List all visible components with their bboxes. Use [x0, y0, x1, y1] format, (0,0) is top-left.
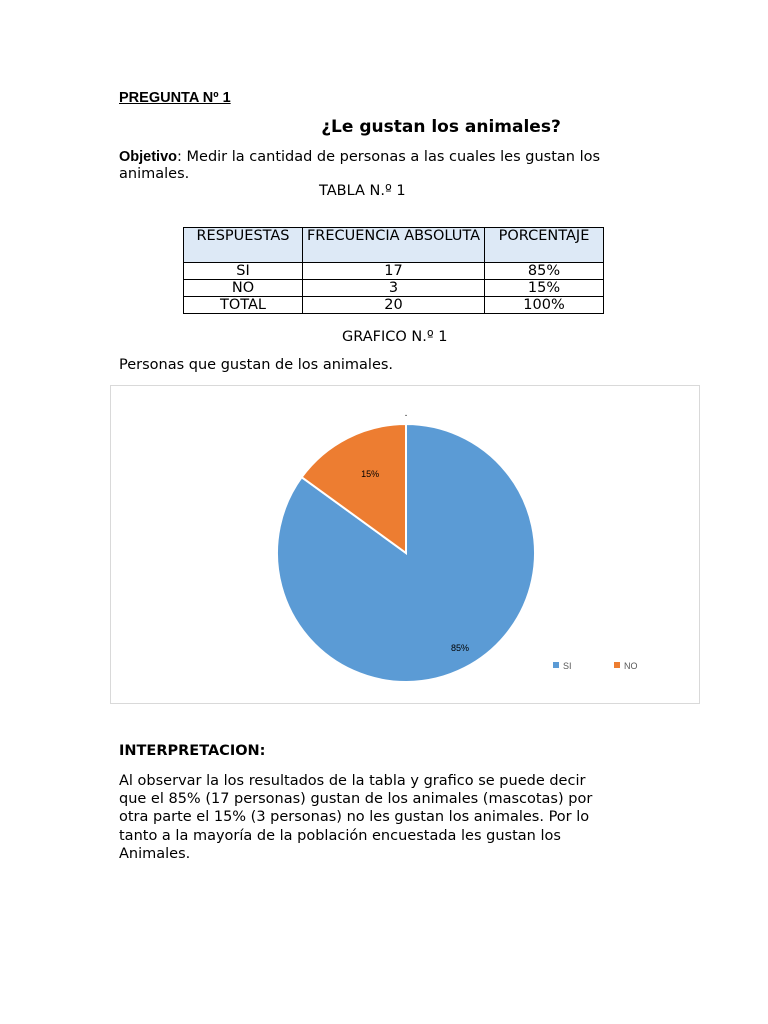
- legend-entry-si: [553, 661, 572, 671]
- question-title: ¿Le gustan los animales?: [321, 117, 561, 137]
- cell-frecuencia: 17: [303, 263, 485, 280]
- cell-frecuencia: 20: [303, 297, 485, 314]
- objective-text: : Medir la cantidad de personas a las cuales les gustan los animales.: [119, 149, 601, 182]
- frequency-table: [183, 227, 604, 314]
- header-porcentaje: PORCENTAJE: [485, 228, 604, 263]
- chart-caption: GRAFICO N.º 1: [342, 329, 448, 345]
- cell-respuesta: NO: [184, 280, 303, 297]
- table-header-row: [184, 228, 604, 263]
- table-title: TABLA N.º 1: [319, 183, 406, 199]
- legend-entry-no: [614, 661, 638, 671]
- legend-swatch: [614, 662, 620, 668]
- interpretation-title: INTERPRETACION:: [119, 743, 266, 759]
- legend-label: SI: [563, 661, 572, 671]
- cell-porcentaje: 100%: [485, 297, 604, 314]
- header-respuestas: RESPUESTAS: [184, 228, 303, 263]
- objective-paragraph: [119, 149, 649, 183]
- table-row: [184, 280, 604, 297]
- cell-porcentaje: 85%: [485, 263, 604, 280]
- table-row: [184, 297, 604, 314]
- cell-frecuencia: 3: [303, 280, 485, 297]
- chart-subtitle: Personas que gustan de los animales.: [119, 357, 394, 373]
- cell-respuesta: SI: [184, 263, 303, 280]
- objective-label: Objetivo: [119, 149, 178, 165]
- pie-chart: [111, 386, 699, 703]
- question-number: PREGUNTA Nº 1: [119, 90, 231, 106]
- chart-title-mark: .: [404, 408, 408, 419]
- chart-frame: [110, 385, 700, 704]
- cell-porcentaje: 15%: [485, 280, 604, 297]
- header-frecuencia: FRECUENCIA ABSOLUTA: [303, 228, 485, 263]
- table-row: [184, 263, 604, 280]
- pie-data-label: 15%: [361, 468, 380, 479]
- interpretation-text: Al observar la los resultados de la tabla y grafico se puede decir que el 85% (17 personas) gustan de los animales (mascotas) por otra parte el 15% (3 personas) no les gustan los animales. Por lo tanto a la mayoría de la población encuestada les gustan los Animales.: [119, 773, 593, 862]
- cell-respuesta: TOTAL: [184, 297, 303, 314]
- legend-swatch: [553, 662, 559, 668]
- legend-label: NO: [624, 661, 638, 671]
- pie-data-label: 85%: [450, 643, 470, 653]
